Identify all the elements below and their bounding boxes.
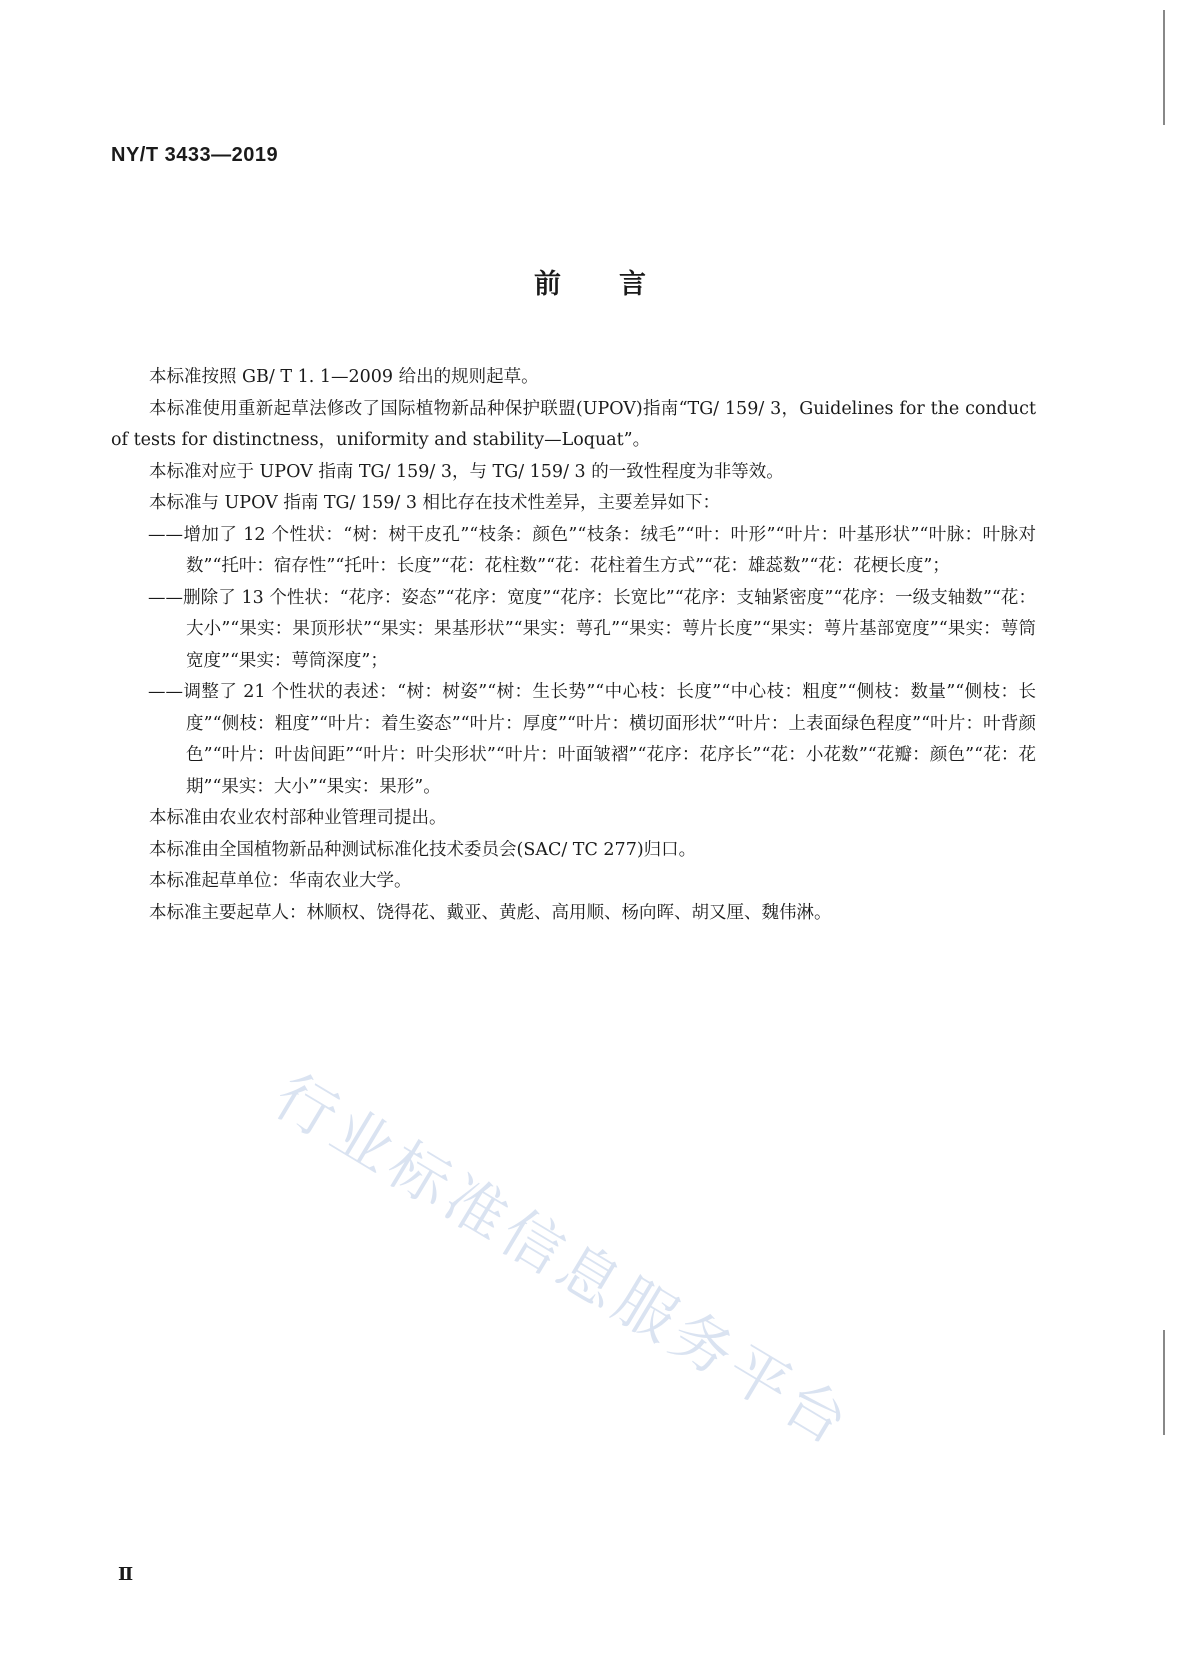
edge-mark-bottom — [1163, 1330, 1165, 1435]
difference-item-added: ——增加了 12 个性状：“树：树干皮孔”“枝条：颜色”“枝条：绒毛”“叶：叶形”“叶片：叶基形状”“叶脉：叶脉对数”“托叶：宿存性”“托叶：长度”“花：花柱数”“花：花柱着生方式”“花：雄蕊数”“花：花梗长度”； — [148, 524, 1036, 576]
difference-item-adjusted: ——调整了 21 个性状的表述：“树：树姿”“树：生长势”“中心枝：长度”“中心枝：粗度”“侧枝：数量”“侧枝：长度”“侧枝：粗度”“叶片：着生姿态”“叶片：厚度”“叶片：横切面形状”“叶片：上表面绿色程度”“叶片：叶背颜色”“叶片：叶齿间距”“叶片：叶尖形状”“叶片：叶面皱褶”“花序：花序长”“花：小花数”“花瓣：颜色”“花：花期”“果实：大小”“果实：果形”。 — [148, 682, 1036, 797]
paragraph: 本标准由全国植物新品种测试标准化技术委员会(SAC/ TC 277)归口。 — [149, 839, 697, 860]
paragraph: 本标准与 UPOV 指南 TG/ 159/ 3 相比存在技术性差异，主要差异如下： — [149, 493, 721, 513]
paragraph: 本标准由农业农村部种业管理司提出。 — [149, 808, 447, 828]
difference-item-deleted: ——删除了 13 个性状：“花序：姿态”“花序：宽度”“花序：长宽比”“花序：支轴紧密度”“花序：一级支轴数”“花：大小”“果实：果顶形状”“果实：果基形状”“果实：萼孔”“果实：萼片长度”“果实：萼片基部宽度”“果实：萼筒宽度”“果实：萼筒深度”； — [148, 587, 1036, 671]
page-number: Ⅱ — [118, 1564, 134, 1585]
edge-mark-top — [1163, 10, 1165, 125]
page-title: 前言 — [534, 269, 704, 300]
document-body — [111, 362, 1036, 929]
paragraph: 本标准使用重新起草法修改了国际植物新品种保护联盟(UPOV)指南“TG/ 159/ 3，Guidelines for the conduct of tests for distinctness，uniformity and stability—Loquat”。 — [111, 398, 1036, 450]
paragraph: 本标准对应于 UPOV 指南 TG/ 159/ 3，与 TG/ 159/ 3 的一致性程度为非等效。 — [149, 461, 784, 482]
watermark: 行业标准信息服务平台 — [262, 1061, 865, 1462]
paragraph: 本标准起草单位：华南农业大学。 — [149, 871, 412, 891]
document-code: NY/T 3433—2019 — [111, 144, 279, 166]
paragraph: 本标准主要起草人：林顺权、饶得花、戴亚、黄彪、高用顺、杨向晖、胡又厘、魏伟淋。 — [149, 902, 832, 923]
paragraph: 本标准按照 GB/ T 1. 1—2009 给出的规则起草。 — [149, 367, 539, 387]
